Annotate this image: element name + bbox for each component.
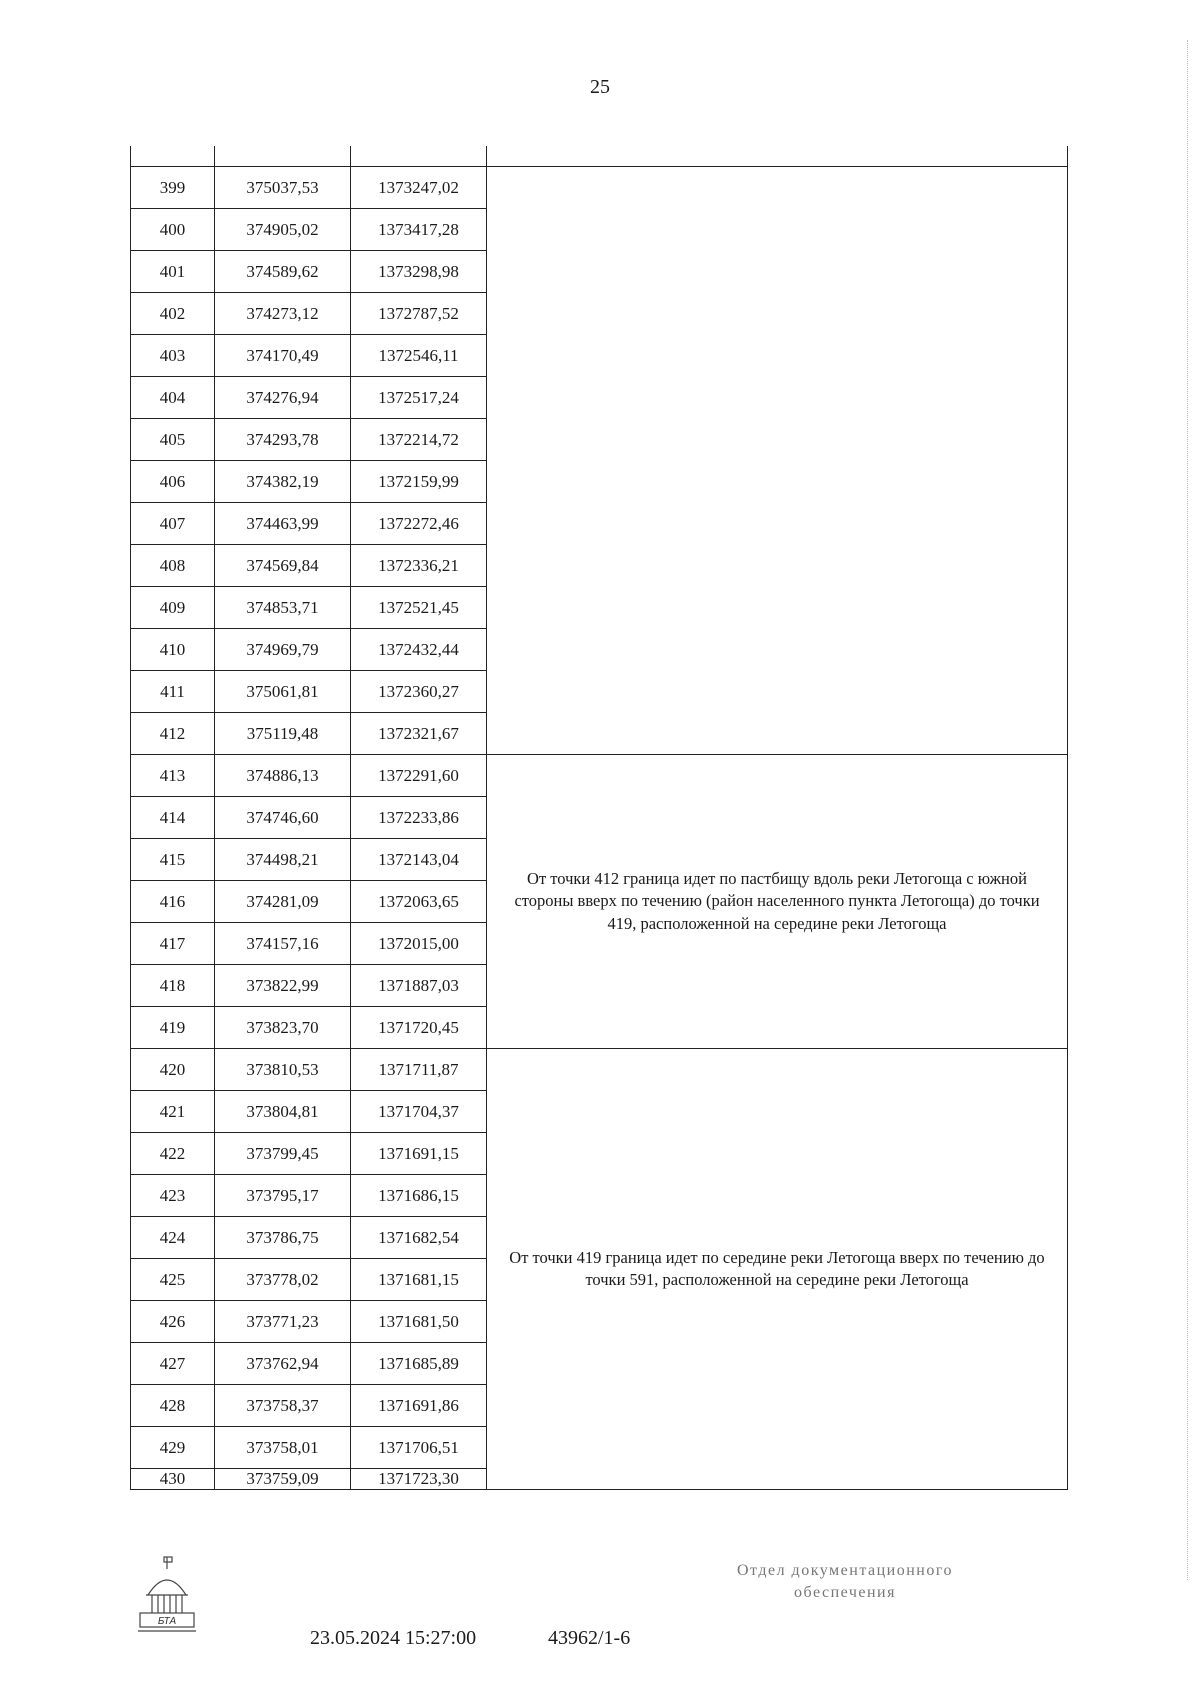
- point-number: 429: [131, 1427, 215, 1469]
- coordinate-y: 1372214,72: [351, 419, 487, 461]
- point-number: 420: [131, 1049, 215, 1091]
- coordinate-x: 373771,23: [215, 1301, 351, 1343]
- coordinate-y: 1372291,60: [351, 755, 487, 797]
- table-row: [131, 167, 1068, 209]
- point-number: 402: [131, 293, 215, 335]
- boundary-coordinates-table: [130, 146, 1068, 1490]
- coordinate-y: 1372517,24: [351, 377, 487, 419]
- coordinate-x: 374463,99: [215, 503, 351, 545]
- coordinate-x: 373823,70: [215, 1007, 351, 1049]
- coordinate-x: 373795,17: [215, 1175, 351, 1217]
- coordinate-y: 1372143,04: [351, 839, 487, 881]
- coordinate-y: 1371691,15: [351, 1133, 487, 1175]
- point-number: 417: [131, 923, 215, 965]
- coordinate-x: 373758,37: [215, 1385, 351, 1427]
- description-cell-blank: [487, 167, 1068, 755]
- seal-text: БТА: [157, 1616, 177, 1627]
- point-number: 406: [131, 461, 215, 503]
- coordinate-y: 1371706,51: [351, 1427, 487, 1469]
- coordinate-x: 374569,84: [215, 545, 351, 587]
- coordinate-y: 1373417,28: [351, 209, 487, 251]
- table-row: [131, 1049, 1068, 1091]
- point-number: 415: [131, 839, 215, 881]
- point-number: 418: [131, 965, 215, 1007]
- coordinate-x: 374589,62: [215, 251, 351, 293]
- coordinate-x: 375061,81: [215, 671, 351, 713]
- coordinate-x: 374886,13: [215, 755, 351, 797]
- coordinate-y: 1372521,45: [351, 587, 487, 629]
- point-number: 425: [131, 1259, 215, 1301]
- footer-doc-code: 43962/1-6: [548, 1627, 631, 1649]
- coordinate-x: 374382,19: [215, 461, 351, 503]
- point-number: 405: [131, 419, 215, 461]
- coordinate-x: 374746,60: [215, 797, 351, 839]
- point-number: 416: [131, 881, 215, 923]
- coordinate-x: 374498,21: [215, 839, 351, 881]
- coordinate-y: 1372546,11: [351, 335, 487, 377]
- coordinate-y: 1371704,37: [351, 1091, 487, 1133]
- coordinate-y: 1371711,87: [351, 1049, 487, 1091]
- coordinate-y: 1372233,86: [351, 797, 487, 839]
- coordinate-y: 1371681,50: [351, 1301, 487, 1343]
- coordinate-x: 374969,79: [215, 629, 351, 671]
- point-number: 421: [131, 1091, 215, 1133]
- table-row: [131, 755, 1068, 797]
- description-cell-412-419: От точки 412 граница идет по пастбищу вдоль реки Летогоща с южной стороны вверх по течению (район населенного пункта Летогоща) до точки 419, расположенной на середине реки Летогоща: [487, 755, 1068, 1049]
- coordinate-y: 1371723,30: [351, 1469, 487, 1490]
- coordinate-y: 1372360,27: [351, 671, 487, 713]
- coordinate-x: 374281,09: [215, 881, 351, 923]
- coordinate-y: 1371686,15: [351, 1175, 487, 1217]
- description-cell-419-591: От точки 419 граница идет по середине реки Летогоща вверх по течению до точки 591, расположенной на середине реки Летогоща: [487, 1049, 1068, 1490]
- coordinate-y: 1372432,44: [351, 629, 487, 671]
- point-number: 430: [131, 1469, 215, 1490]
- coordinate-x: 373822,99: [215, 965, 351, 1007]
- coordinate-y: 1371682,54: [351, 1217, 487, 1259]
- point-number: 428: [131, 1385, 215, 1427]
- coordinate-x: 374276,94: [215, 377, 351, 419]
- scan-edge-marks: [1187, 40, 1194, 1580]
- point-number: 414: [131, 797, 215, 839]
- page-number: 25: [590, 76, 610, 98]
- coordinate-x: 373786,75: [215, 1217, 351, 1259]
- coordinate-x: 374293,78: [215, 419, 351, 461]
- coordinate-y: 1371720,45: [351, 1007, 487, 1049]
- table-continuation-row: [131, 146, 1068, 167]
- point-number: 413: [131, 755, 215, 797]
- coordinate-x: 373804,81: [215, 1091, 351, 1133]
- coordinate-x: 373778,02: [215, 1259, 351, 1301]
- coordinate-x: 375037,53: [215, 167, 351, 209]
- point-number: 424: [131, 1217, 215, 1259]
- point-number: 407: [131, 503, 215, 545]
- coordinate-x: 374170,49: [215, 335, 351, 377]
- coordinate-y: 1371887,03: [351, 965, 487, 1007]
- point-number: 423: [131, 1175, 215, 1217]
- point-number: 403: [131, 335, 215, 377]
- coordinate-y: 1372787,52: [351, 293, 487, 335]
- coordinate-x: 373762,94: [215, 1343, 351, 1385]
- coordinate-y: 1372272,46: [351, 503, 487, 545]
- coordinate-y: 1372159,99: [351, 461, 487, 503]
- point-number: 427: [131, 1343, 215, 1385]
- coordinate-y: 1371681,15: [351, 1259, 487, 1301]
- coordinate-y: 1373247,02: [351, 167, 487, 209]
- coordinate-x: 373759,09: [215, 1469, 351, 1490]
- point-number: 419: [131, 1007, 215, 1049]
- coordinate-y: 1372015,00: [351, 923, 487, 965]
- point-number: 412: [131, 713, 215, 755]
- footer-timestamp: 23.05.2024 15:27:00: [310, 1627, 477, 1649]
- coordinate-x: 374157,16: [215, 923, 351, 965]
- point-number: 409: [131, 587, 215, 629]
- point-number: 404: [131, 377, 215, 419]
- coordinate-x: 373810,53: [215, 1049, 351, 1091]
- coordinate-x: 373799,45: [215, 1133, 351, 1175]
- coordinate-y: 1373298,98: [351, 251, 487, 293]
- point-number: 426: [131, 1301, 215, 1343]
- point-number: 410: [131, 629, 215, 671]
- coordinate-y: 1372336,21: [351, 545, 487, 587]
- seal-logo: [136, 1555, 198, 1635]
- coordinate-y: 1371685,89: [351, 1343, 487, 1385]
- point-number: 408: [131, 545, 215, 587]
- point-number: 401: [131, 251, 215, 293]
- department-stamp: Отдел документационного обеспечения: [736, 1562, 954, 1601]
- coordinate-y: 1372321,67: [351, 713, 487, 755]
- coordinate-x: 374273,12: [215, 293, 351, 335]
- coordinate-x: 374905,02: [215, 209, 351, 251]
- coordinate-y: 1372063,65: [351, 881, 487, 923]
- point-number: 411: [131, 671, 215, 713]
- coordinate-y: 1371691,86: [351, 1385, 487, 1427]
- coordinate-x: 373758,01: [215, 1427, 351, 1469]
- point-number: 422: [131, 1133, 215, 1175]
- point-number: 399: [131, 167, 215, 209]
- building-seal-icon: [136, 1555, 198, 1635]
- point-number: 400: [131, 209, 215, 251]
- coordinate-x: 375119,48: [215, 713, 351, 755]
- coordinate-x: 374853,71: [215, 587, 351, 629]
